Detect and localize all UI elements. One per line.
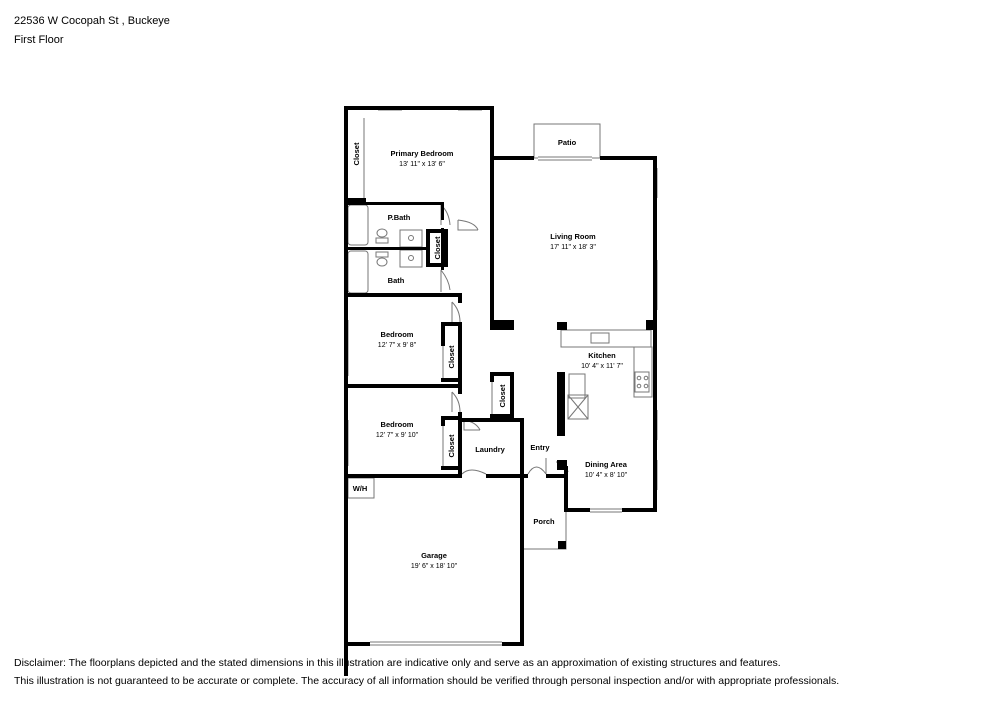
bath-toilet [377,258,387,266]
room-dims-bedroom-2: 12' 7" x 9' 10" [375,432,419,439]
bath-tub [348,251,368,293]
room-name-bedroom-1: Bedroom [380,330,414,339]
room-name-entry: Entry [530,443,550,452]
room-name-closet-bedroom-2: Closet [447,434,456,458]
kitchen-fridge-space [569,374,585,398]
pbath-toilet [377,229,387,237]
room-name-closet-primary: Closet [352,142,361,166]
pbath-tub [348,205,368,245]
room-dims-bedroom-1: 12' 7" x 9' 8" [377,342,417,349]
kitchen-sink [591,333,609,343]
floor-label: First Floor [14,34,64,46]
room-dims-dining-area: 10' 4" x 8' 10" [584,472,628,479]
pbath-vanity [400,230,422,247]
room-name-porch: Porch [533,517,555,526]
room-dims-living-room: 17' 11" x 18' 3" [550,244,596,251]
room-dims-garage: 19' 6" x 18' 10" [410,563,458,570]
address-title: 22536 W Cocopah St , Buckeye [14,15,170,27]
room-name-kitchen: Kitchen [588,351,616,360]
room-dims-primary-bedroom: 13' 11" x 13' 6" [399,161,445,168]
disclaimer-line-2: This illustration is not guaranteed to be accurate or complete. The accuracy of all information should be verified through personal inspection and/or with appropriate professionals. [14,675,840,687]
room-name-dining-area: Dining Area [585,460,627,469]
room-name-pbath: P.Bath [387,213,411,222]
room-name-garage: Garage [421,551,447,560]
room-name-laundry: Laundry [475,445,505,454]
room-name-closet-entry: Closet [498,384,507,408]
kitchen-range [635,372,649,392]
room-name-wh: W/H [352,484,368,493]
room-dims-kitchen: 10' 4" x 11' 7" [581,363,623,370]
room-name-patio: Patio [557,138,577,147]
room-name-closet-bedroom-1: Closet [447,345,456,369]
porch-outline [522,476,566,549]
room-name-living-room: Living Room [550,232,596,241]
room-name-bedroom-2: Bedroom [380,420,414,429]
room-name-closet-hall: Closet [433,236,442,260]
room-name-primary-bedroom: Primary Bedroom [390,149,454,158]
disclaimer-line-1: Disclaimer: The floorplans depicted and the stated dimensions in this illustration are indicative only and serve as an approximation of existing structures and features. [14,657,781,669]
room-name-bath: Bath [387,276,405,285]
bath-vanity [400,250,422,267]
